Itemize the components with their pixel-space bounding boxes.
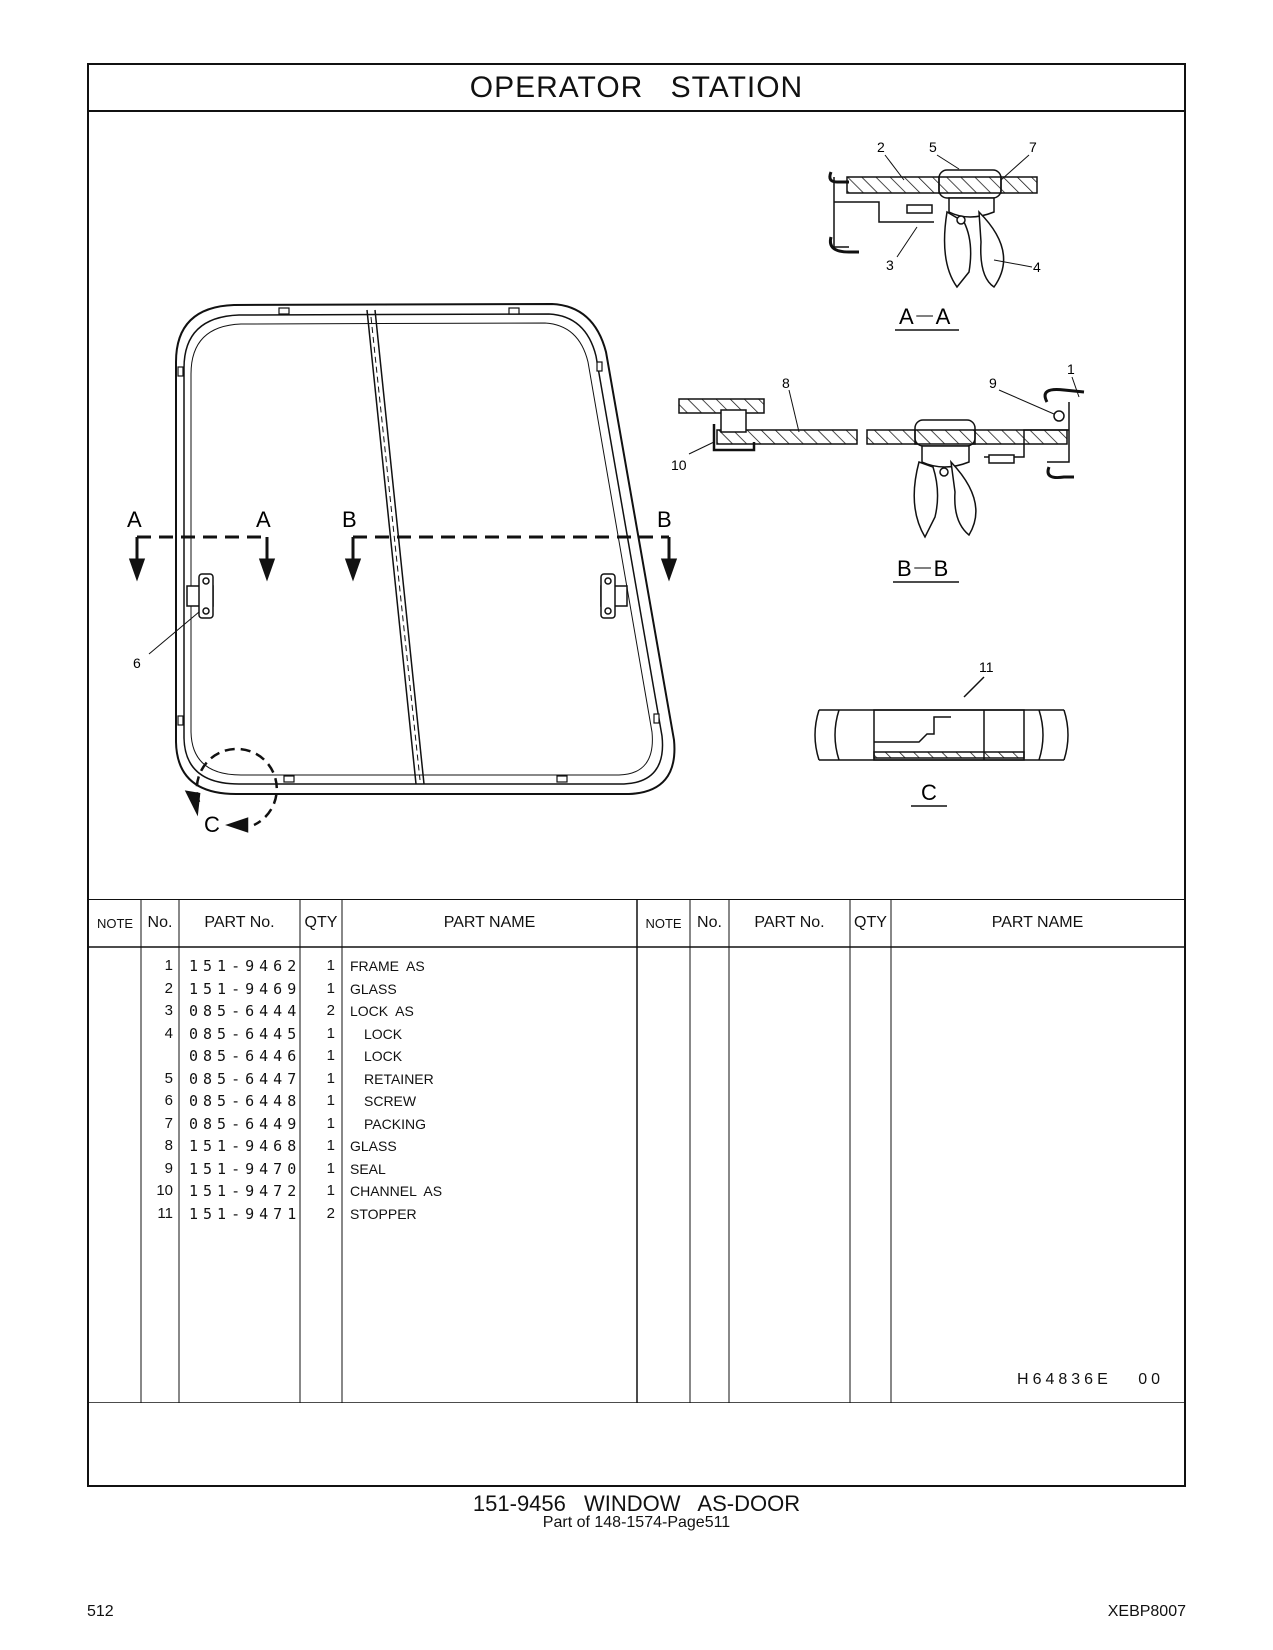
col-qty: QTY [304,914,338,931]
row-item-number: 1 [164,957,173,974]
callout-11: 11 [979,659,994,675]
row-part-name: STOPPER [350,1205,417,1222]
view-label-c: C [921,780,937,805]
section-letter-a-left: A [127,507,142,532]
row-item-number: 10 [156,1182,173,1199]
row-part-name: LOCK [364,1025,403,1042]
row-part-number: 151-9470 [189,1159,302,1178]
callout-2: 2 [877,139,885,155]
callout-10: 10 [671,457,687,473]
document-id: XEBP8007 [1107,1603,1186,1620]
page-frame [87,63,1186,1487]
section-letter-b-right: B [657,507,672,532]
row-item-number: 5 [164,1069,173,1087]
col-part-no: PART No. [204,914,275,931]
glass-divider [367,310,424,784]
row-part-number: 085-6444 [189,1002,302,1020]
row-quantity: 1 [326,1159,335,1177]
parts-table [89,899,1184,1403]
row-part-number: 085-6446 [189,1047,302,1065]
callout-5: 5 [929,139,937,155]
drawing-code: H64836E 00 [1017,1371,1164,1388]
parts-diagram [89,112,1184,899]
footer-title: 151-9456 WINDOW AS-DOOR [472,1491,801,1516]
row-quantity: 2 [326,1204,335,1222]
row-item-number: 11 [157,1204,173,1222]
row-item-number: 2 [164,979,173,997]
callout-1: 1 [1067,361,1075,377]
section-line-a [131,537,273,577]
page-number: 512 [87,1603,114,1620]
row-part-number: 151-9472 [189,1182,302,1200]
row-part-number: 151-9462 [189,957,302,975]
callout-4: 4 [1033,259,1041,275]
col-no-2: No. [697,914,722,931]
row-quantity: 1 [326,1069,335,1087]
row-item-number: 7 [164,1114,173,1132]
window-frame-outline [176,304,674,794]
section-bb-drawing [679,390,1084,538]
row-part-name: SCREW [364,1093,417,1109]
row-part-name: SEAL [350,1160,386,1177]
row-part-name: GLASS [350,980,397,997]
row-quantity: 1 [326,1182,335,1199]
callout-9: 9 [989,375,997,391]
row-quantity: 1 [326,1047,335,1064]
row-quantity: 1 [326,957,335,974]
col-note: NOTE [96,915,134,931]
col-part-name-2: PART NAME [991,914,1084,931]
footer-subtitle: Part of 148-1574-Page511 [542,1514,731,1531]
section-letter-a-right: A [256,507,271,532]
view-label-aa: A－A [899,304,951,329]
row-item-number: 9 [164,1159,173,1177]
row-part-number: 085-6449 [189,1114,302,1133]
row-quantity: 2 [326,1002,335,1019]
row-part-name: CHANNEL AS [350,1183,443,1199]
col-no: No. [147,914,173,931]
callout-6: 6 [133,655,141,671]
col-note-2: NOTE [645,915,682,931]
row-item-number: 6 [164,1092,173,1109]
row-part-number: 085-6448 [189,1092,302,1110]
row-part-name: FRAME AS [350,958,425,974]
detail-c-drawing [815,677,1068,760]
col-part-no-2: PART No. [754,914,825,931]
row-part-name: RETAINER [364,1070,434,1087]
row-quantity: 1 [326,1114,335,1132]
row-part-number: 151-9468 [189,1137,302,1155]
row-part-number: 151-9471 [189,1204,302,1223]
detail-letter-c: C [204,812,220,837]
row-part-number: 151-9469 [189,979,302,998]
row-part-name: LOCK AS [350,1003,414,1019]
col-qty-2: QTY [854,914,887,931]
row-part-name: LOCK [364,1048,403,1064]
section-letter-b-left: B [342,507,357,532]
view-label-bb: B－B [897,556,949,581]
callout-3: 3 [886,257,894,273]
row-part-name: GLASS [350,1138,397,1154]
callout-7: 7 [1029,139,1037,155]
callout-8: 8 [782,375,790,391]
row-part-name: PACKING [364,1115,426,1132]
section-aa-drawing [830,170,1037,287]
frame-tabs [178,308,659,782]
row-item-number: 8 [164,1137,173,1154]
row-quantity: 1 [326,1137,335,1154]
row-item-number: 3 [164,1002,173,1019]
lock-right [601,574,627,618]
row-item-number: 4 [164,1024,173,1042]
row-quantity: 1 [326,1024,335,1042]
page-title: OPERATOR STATION [89,65,1184,112]
row-quantity: 1 [326,979,335,997]
row-quantity: 1 [326,1092,335,1109]
row-part-number: 085-6445 [189,1024,302,1043]
row-part-number: 085-6447 [189,1069,302,1088]
col-part-name: PART NAME [443,914,536,931]
